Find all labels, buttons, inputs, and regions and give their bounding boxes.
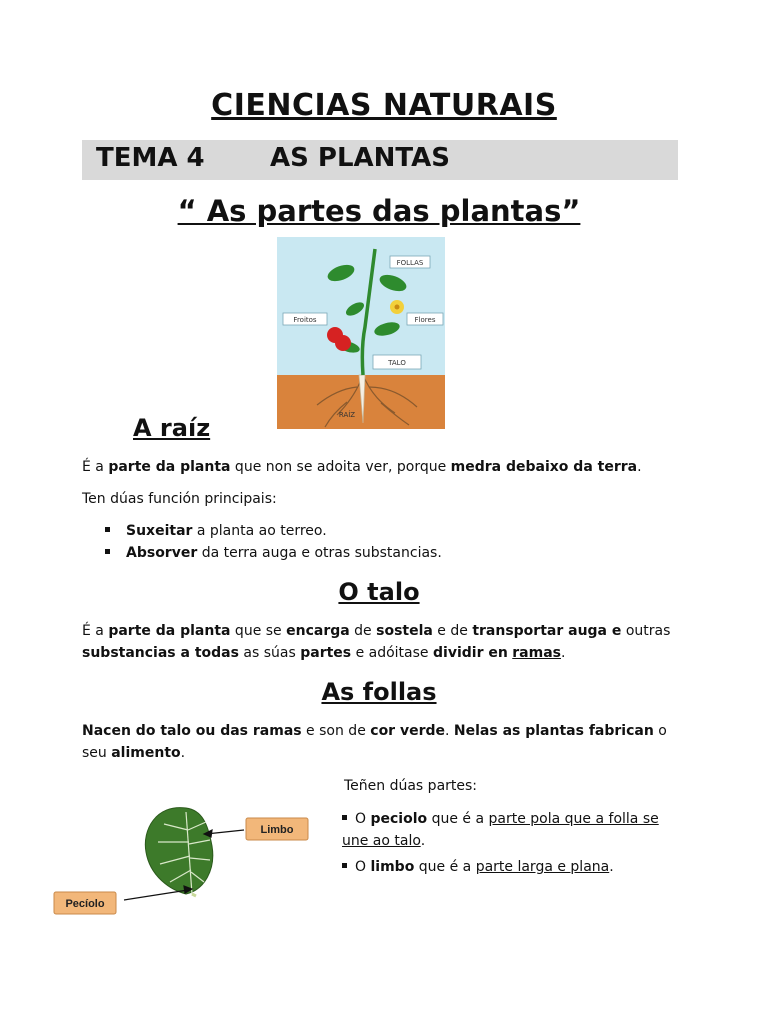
page-title: CIENCIAS NATURAIS [211, 88, 557, 123]
heading-talo: O talo [338, 578, 420, 606]
list-item: Suxeitar a planta ao terreo. [105, 520, 442, 542]
tema-name: AS PLANTAS [270, 143, 450, 173]
raiz-functions-list [105, 520, 442, 564]
heading-follas: As follas [321, 678, 437, 706]
talo-paragraph: É a parte da planta que se encarga de sostela e de transportar auga e outras substancias a todas as súas partes e adóitase dividir en ramas. [82, 623, 671, 661]
label-raiz: RAÍZ [338, 411, 356, 419]
label-froitos: Froitos [293, 316, 317, 324]
follas-paragraph: Nacen do talo ou das ramas e son de cor verde. Nelas as plantas fabrican o seu alimento. [82, 723, 667, 761]
tema-number: TEMA 4 [96, 143, 205, 173]
follas-parts-intro: Teñen dúas partes: [344, 778, 478, 794]
label-limbo: Limbo [260, 824, 294, 836]
label-talo: TALO [388, 359, 406, 367]
plant-parts-illustration [277, 237, 445, 429]
leaf-parts-illustration [46, 790, 316, 920]
list-item: O peciolo que é a parte pola que a folla se une ao talo. [342, 811, 659, 849]
raiz-paragraph: É a parte da planta que non se adoita ver, porque medra debaixo da terra. [82, 459, 642, 475]
follas-parts-list [342, 808, 672, 882]
label-follas: FOLLAS [396, 259, 424, 267]
raiz-functions-intro: Ten dúas función principais: [82, 491, 277, 507]
page-subtitle: “ As partes das plantas” [177, 194, 581, 228]
list-item: O limbo que é a parte larga e plana. [342, 856, 672, 878]
label-flores: Flores [414, 316, 436, 324]
label-peciolo: Pecíolo [65, 898, 105, 910]
heading-raiz: A raíz [133, 414, 211, 442]
list-item: Absorver da terra auga e otras substancias. [105, 542, 442, 564]
